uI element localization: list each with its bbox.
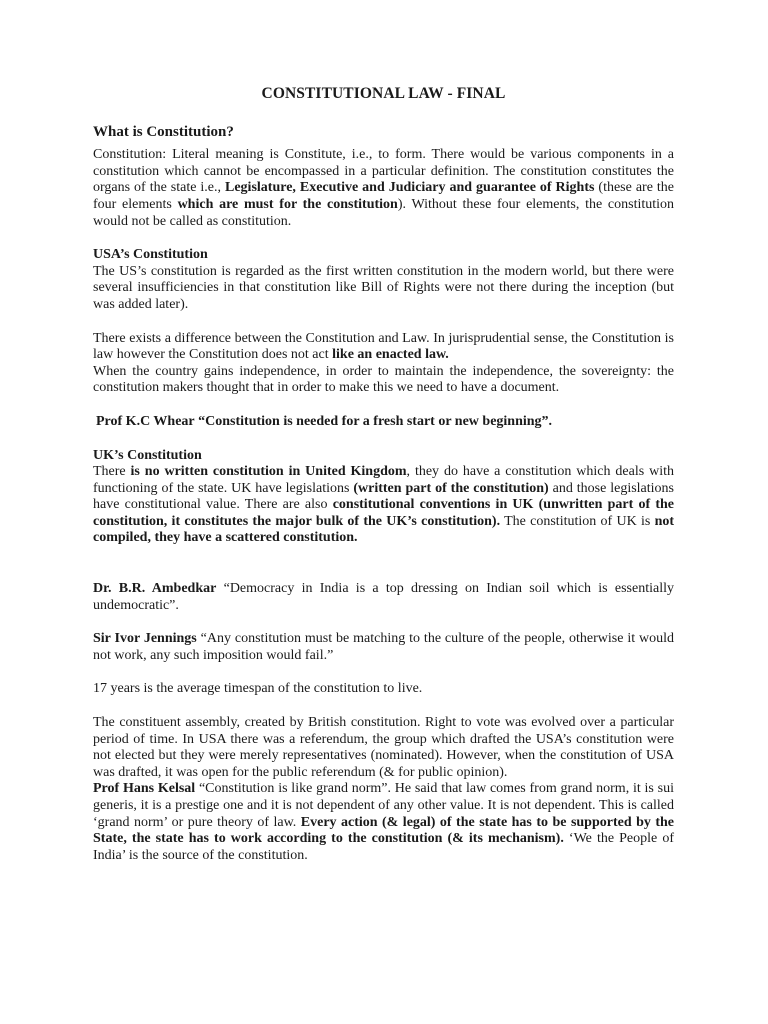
quote-jennings bbox=[93, 631, 674, 664]
bold-span: like an enacted law. bbox=[332, 347, 449, 363]
quote-text: “Democracy in India is a top dressing on Indian soil which is essentially undemocratic”. bbox=[93, 581, 674, 613]
text-span: ‘We the People of India’ is the source of the constitution. bbox=[93, 831, 674, 863]
bold-span: not compiled, they have a scattered constitution. bbox=[93, 513, 675, 546]
paragraph-uk-constitution bbox=[93, 464, 674, 547]
author-name: Sir Ivor Jennings bbox=[93, 631, 197, 647]
bold-span: constitutional conventions in UK (unwritten part of the constitution, it constitutes the major bulk of the UK’s constitution). bbox=[93, 497, 674, 529]
paragraph-timespan: 17 years is the average timespan of the constitution to live. bbox=[93, 681, 423, 697]
heading-usa-constitution: USA’s Constitution bbox=[93, 247, 208, 263]
text-span: The constitution of UK is bbox=[500, 513, 655, 529]
text-span: (these are the four elements bbox=[93, 180, 674, 212]
quote-ambedkar bbox=[93, 581, 674, 614]
bold-span: is no written constitution in United Kingdom bbox=[130, 464, 407, 480]
text-span: and those legislations have constitutional value. There are also bbox=[93, 480, 674, 513]
author-name: Prof K.C Whear bbox=[96, 413, 195, 429]
bold-span: Every action (& legal) of the state has to be supported by the State, the state has to work according to the constitution (& its mechanism). bbox=[93, 814, 675, 847]
heading-what-is-constitution: What is Constitution? bbox=[93, 123, 234, 140]
bold-span: Legislature, Executive and Judiciary and guarantee of Rights bbox=[225, 180, 595, 196]
text-span: There bbox=[93, 464, 131, 480]
paragraph-independence: When the country gains independence, in order to maintain the independence, the sovereignty: the constitution makers thought that in order to make this we need to have a document. bbox=[93, 363, 674, 396]
heading-uk-constitution: UK’s Constitution bbox=[93, 447, 202, 463]
bold-span: which are must for the constitution bbox=[177, 196, 398, 212]
text-span: ). Without these four elements, the constitution would not be called as constitution. bbox=[93, 196, 675, 229]
text-span: “Constitution is like grand norm”. He said that law comes from grand norm, it is sui generis, it is a prestige one and it is not dependent of any other value. It is not dependent. This is called ‘grand norm’ or pure theory of law. bbox=[93, 781, 674, 830]
paragraph-kelsal bbox=[93, 781, 674, 864]
paragraph-constitution-definition bbox=[93, 147, 674, 230]
paragraph-constituent-assembly: The constituent assembly, created by British constitution. Right to vote was evolved over a particular period of time. In USA there was a referendum, the group which drafted the USA’s constitution were not elected but they were merely representatives (nominated). However, when the constitution of USA was drafted, it was open for the public referendum (& for public opinion). bbox=[93, 715, 674, 780]
bold-span: (written part of the constitution) bbox=[353, 480, 549, 496]
text-span: , they do have a constitution which deals with functioning of the state. UK have legislations bbox=[93, 464, 674, 496]
text-span: Constitution: Literal meaning is Constitute, i.e., to form. There would be various components in a constitution which cannot be encompassed in a particular definition. The constitution constitutes the organs of the state i.e., bbox=[93, 147, 674, 196]
text-span: There exists a difference between the Constitution and Law. In jurisprudential sense, the Constitution is law however the Constitution does not act bbox=[93, 330, 674, 363]
quote-wheare bbox=[93, 414, 674, 431]
document-title: CONSTITUTIONAL LAW - FINAL bbox=[261, 85, 506, 102]
quote-text: “Constitution is needed for a fresh start or new beginning”. bbox=[198, 413, 553, 429]
paragraph-constitution-vs-law bbox=[93, 331, 674, 364]
author-name: Prof Hans Kelsal bbox=[93, 781, 196, 797]
paragraph-usa-constitution: The US’s constitution is regarded as the first written constitution in the modern world, but there were several insufficiencies in that constitution like Bill of Rights were not there during the inception (but was added later). bbox=[93, 263, 674, 312]
quote-text: “Any constitution must be matching to the culture of the people, otherwise it would not work, any such imposition would fail.” bbox=[93, 631, 674, 663]
document-page bbox=[93, 86, 674, 864]
author-name: Dr. B.R. Ambedkar bbox=[93, 581, 217, 597]
